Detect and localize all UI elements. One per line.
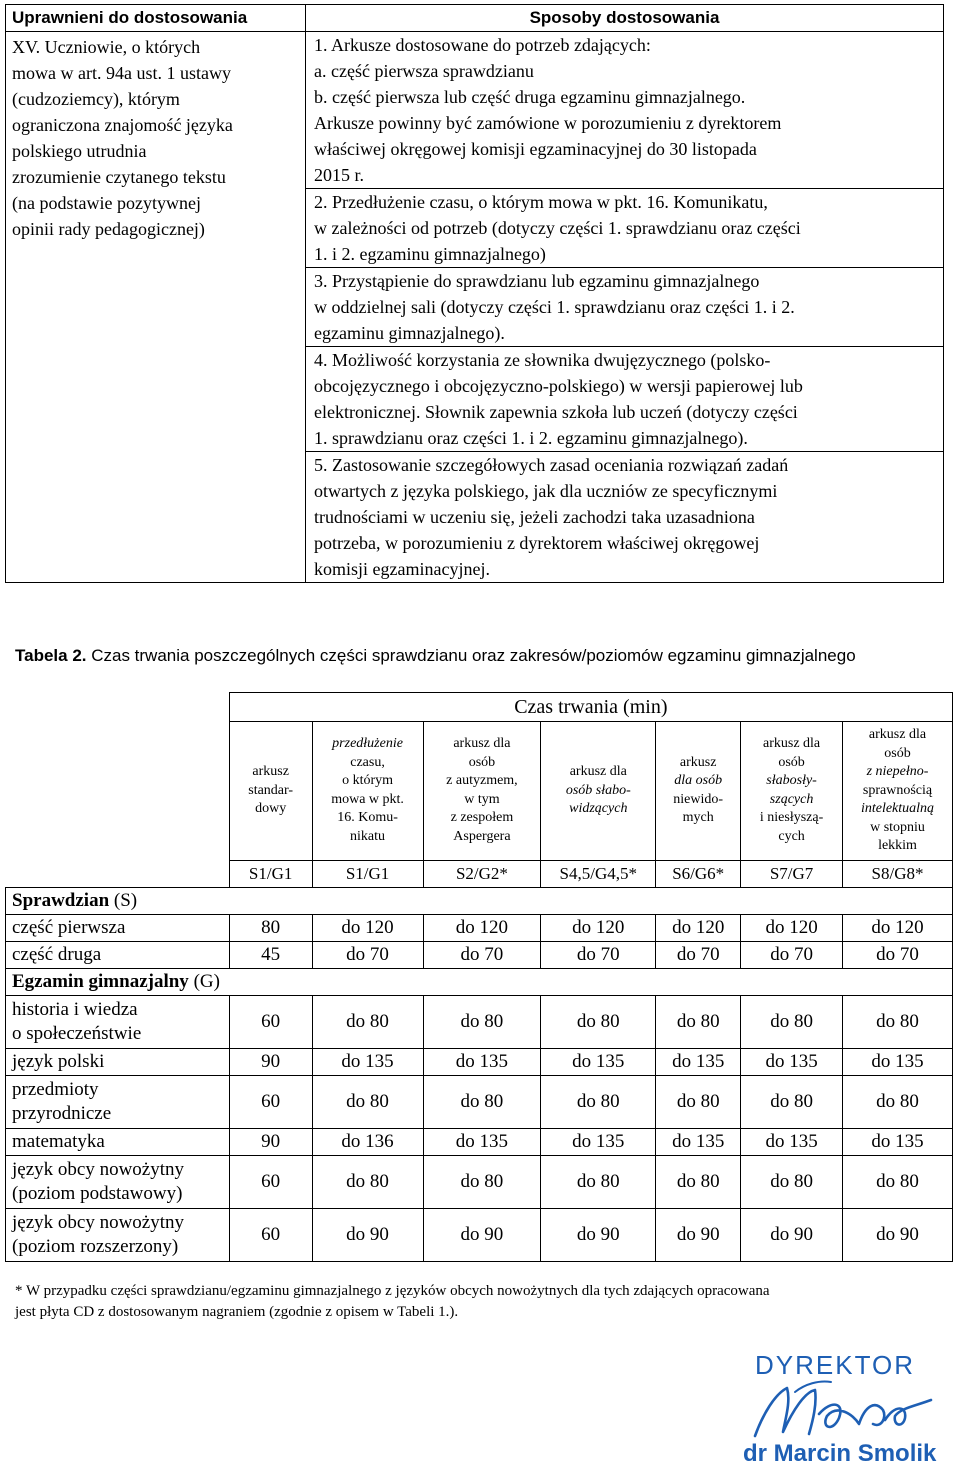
col-code: S2/G2* (423, 860, 541, 887)
method-line: w oddzielnej sali (dotyczy części 1. sprawdzianu oraz części 1. i 2. (314, 297, 795, 317)
method-line: otwartych z języka polskiego, jak dla uczniów ze specyficznymi (314, 481, 778, 501)
cell-value: do 120 (423, 914, 541, 941)
col-header-standard (229, 722, 312, 861)
cell-value: 90 (229, 1128, 312, 1155)
table-row (6, 1128, 953, 1155)
table-row (6, 1048, 953, 1075)
method-line: komisji egzaminacyjnej. (314, 559, 490, 579)
col-header-line: arkusz dla (868, 727, 927, 742)
col-header-line: szących (769, 791, 814, 807)
cell-value: do 135 (423, 1048, 541, 1075)
cell-value: do 135 (541, 1048, 656, 1075)
cell-value: do 80 (843, 995, 953, 1048)
caption-label: Tabela 2. (15, 646, 87, 665)
header-eligible: Uprawnieni do dostosowania (6, 5, 306, 32)
col-header-intellectual-disability (843, 722, 953, 861)
col-header-line: arkusz dla (569, 764, 627, 779)
accommodations-table (5, 4, 944, 583)
cell-value: do 70 (741, 941, 843, 968)
method-line: 2. Przedłużenie czasu, o którym mowa w pkt. 16. Komunikatu, (314, 192, 768, 212)
cell-value: do 80 (656, 1075, 741, 1128)
col-header-line: w tym (464, 791, 500, 807)
section-heading-exam (6, 968, 953, 995)
cell-value: do 80 (423, 1075, 541, 1128)
cell-value: do 70 (423, 941, 541, 968)
caption-text: Czas trwania poszczególnych części sprawdzianu oraz zakresów/poziomów egzaminu gimnazjalnego (86, 646, 856, 665)
col-code: S1/G1 (229, 860, 312, 887)
cell-value: do 80 (423, 1155, 541, 1208)
cell-value: do 80 (541, 1155, 656, 1208)
cell-value: do 90 (656, 1208, 741, 1261)
footnote-line: jest płyta CD z dostosowanym nagraniem (zgodnie z opisem w Tabeli 1.). (15, 1304, 459, 1320)
col-header-extended-time (312, 722, 423, 861)
cell-value: 60 (229, 1075, 312, 1128)
cell-value: do 135 (541, 1128, 656, 1155)
col-header-line: 16. Komu- (337, 810, 398, 826)
eligible-line: (cudzoziemcy), którym (12, 89, 180, 109)
col-header-blind (656, 722, 741, 861)
method-line: trudnościami w uczeniu się, jeżeli zachodzi taka uzasadniona (314, 507, 755, 527)
row-label-line: historia i wiedza (12, 998, 138, 1020)
stamp-name: dr Marcin Smolik (743, 1440, 937, 1467)
header-methods: Sposoby dostosowania (306, 5, 944, 32)
row-label (6, 1208, 230, 1261)
method-line: 1. Arkusze dostosowane do potrzeb zdających: (314, 35, 651, 55)
cell-value: 80 (229, 914, 312, 941)
row-label (6, 995, 230, 1048)
row-label: część pierwsza (6, 914, 230, 941)
col-header-line: arkusz dla (763, 736, 821, 752)
cell-value: do 80 (741, 1075, 843, 1128)
col-header-line: arkusz dla (453, 736, 511, 752)
cell-value: do 120 (741, 914, 843, 941)
cell-value: do 135 (656, 1048, 741, 1075)
col-header-line: słabosły- (766, 773, 817, 789)
cell-value: do 120 (656, 914, 741, 941)
cell-value: do 80 (541, 995, 656, 1048)
eligible-group-cell (6, 32, 306, 583)
method-line: elektronicznej. Słownik zapewnia szkoła lub uczeń (dotyczy części (314, 402, 798, 422)
cell-value: do 70 (541, 941, 656, 968)
col-header-line: w stopniu (870, 819, 925, 835)
col-code: S7/G7 (741, 860, 843, 887)
eligible-line: zrozumienie czytanego tekstu (12, 167, 226, 187)
col-header-line: dla osób (674, 773, 723, 789)
col-code: S1/G1 (312, 860, 423, 887)
method-line: a. część pierwsza sprawdzianu (314, 61, 534, 81)
row-label: matematyka (6, 1128, 230, 1155)
col-header-line: osób (468, 754, 496, 770)
cell-value: do 135 (423, 1128, 541, 1155)
cell-value: do 80 (741, 1155, 843, 1208)
cell-value: do 90 (843, 1208, 953, 1261)
method-line: właściwej okręgowej komisji egzaminacyjnej do 30 listopada (314, 139, 757, 159)
col-header-line: z zespołem (450, 810, 514, 826)
table-row (6, 1155, 953, 1208)
method-line: Arkusze powinny być zamówione w porozumieniu z dyrektorem (314, 113, 782, 133)
eligible-line: (na podstawie pozytywnej (12, 193, 201, 213)
duration-table (5, 692, 953, 1262)
method-line: 2015 r. (314, 165, 365, 185)
col-header-line: o którym (342, 773, 394, 789)
footnote-line: * W przypadku części sprawdzianu/egzaminu gimnazjalnego z języków obcych nowożytnych dla tych zdających opracowana (15, 1283, 770, 1299)
cell-value: do 120 (843, 914, 953, 941)
method-line: 1. sprawdzianu oraz części 1. i 2. egzaminu gimnazjalnego). (314, 428, 748, 448)
col-header-line: standar- (248, 782, 294, 798)
row-label-line: (poziom podstawowy) (12, 1182, 183, 1204)
cell-value: do 120 (312, 914, 423, 941)
col-header-line: sprawnością (862, 782, 933, 798)
method-4 (306, 347, 943, 452)
section-suffix: (G) (188, 970, 220, 992)
director-signature-stamp (735, 1344, 950, 1476)
section-title: Sprawdzian (12, 889, 110, 911)
col-header-line: czasu, (350, 754, 385, 770)
cell-value: do 136 (312, 1128, 423, 1155)
col-header-line: intelektualną (860, 801, 935, 816)
eligible-line: mowa w art. 94a ust. 1 ustawy (12, 63, 231, 83)
table-row (6, 995, 953, 1048)
col-header-line: osób (778, 754, 805, 770)
cell-value: do 80 (843, 1155, 953, 1208)
cell-value: do 80 (423, 995, 541, 1048)
cell-value: do 135 (312, 1048, 423, 1075)
footnote (15, 1281, 950, 1323)
cell-value: do 80 (312, 995, 423, 1048)
table-row (6, 1075, 953, 1128)
row-label-line: o społeczeństwie (12, 1022, 142, 1044)
table-row (6, 941, 953, 968)
cell-value: do 80 (656, 995, 741, 1048)
cell-value: do 90 (541, 1208, 656, 1261)
col-header-line: niewido- (673, 791, 724, 807)
table-row (6, 1208, 953, 1261)
table-2-caption (15, 645, 856, 667)
col-header-line: mych (682, 810, 714, 826)
stamp-title: DYREKTOR (755, 1350, 915, 1380)
cell-value: do 70 (843, 941, 953, 968)
eligible-line: opinii rady pedagogicznej) (12, 219, 205, 239)
col-header-line: cych (778, 828, 805, 844)
row-label-line: (poziom rozszerzony) (12, 1235, 179, 1257)
col-header-hearing-impaired (741, 722, 843, 861)
cell-value: do 135 (741, 1048, 843, 1075)
col-header-line: mowa w pkt. (331, 791, 404, 807)
cell-value: do 70 (656, 941, 741, 968)
col-header-line: lekkim (878, 838, 917, 853)
col-header-line: widzących (569, 801, 628, 816)
row-label-line: język obcy nowożytny (12, 1158, 185, 1180)
cell-value: do 80 (656, 1155, 741, 1208)
method-5 (306, 452, 943, 582)
cell-value: 60 (229, 1208, 312, 1261)
row-label-line: język obcy nowożytny (12, 1211, 185, 1233)
cell-value: do 90 (312, 1208, 423, 1261)
col-header-line: osób słabo- (565, 782, 631, 798)
col-code: S4,5/G4,5* (541, 860, 656, 887)
section-suffix: (S) (109, 889, 138, 911)
cell-value: 90 (229, 1048, 312, 1075)
cell-value: do 80 (741, 995, 843, 1048)
col-header-line: z autyzmem, (446, 773, 518, 789)
method-2 (306, 189, 943, 268)
col-header-line: osób (884, 745, 911, 761)
method-line: obcojęzycznego i obcojęzyczno-polskiego) w wersji papierowej lub (314, 376, 803, 396)
cell-value: do 120 (541, 914, 656, 941)
col-header-line: dowy (255, 801, 287, 816)
eligible-line: polskiego utrudnia (12, 141, 147, 161)
section-heading-test (6, 887, 953, 914)
table-row (6, 914, 953, 941)
row-label: język polski (6, 1048, 230, 1075)
eligible-line: XV. Uczniowie, o których (12, 37, 201, 57)
table-corner (6, 693, 230, 888)
col-header-visually-impaired (541, 722, 656, 861)
group-header: Czas trwania (min) (229, 693, 952, 722)
method-line: b. część pierwsza lub część druga egzaminu gimnazjalnego. (314, 87, 746, 107)
row-label (6, 1155, 230, 1208)
method-1 (306, 32, 943, 189)
method-line: 1. i 2. egzaminu gimnazjalnego) (314, 244, 546, 264)
cell-value: do 80 (843, 1075, 953, 1128)
col-header-line: z niepełno- (866, 764, 929, 779)
row-label-line: przyrodnicze (12, 1102, 112, 1124)
col-header-line: arkusz (252, 764, 289, 779)
cell-value: do 80 (541, 1075, 656, 1128)
cell-value: 60 (229, 1155, 312, 1208)
cell-value: do 90 (423, 1208, 541, 1261)
row-label (6, 1075, 230, 1128)
method-line: 4. Możliwość korzystania ze słownika dwujęzycznego (polsko- (314, 350, 771, 370)
cell-value: 60 (229, 995, 312, 1048)
cell-value: do 135 (741, 1128, 843, 1155)
eligible-line: ograniczona znajomość języka (12, 115, 233, 135)
cell-value: do 70 (312, 941, 423, 968)
col-header-line: nikatu (350, 828, 386, 844)
col-header-line: Aspergera (453, 828, 511, 844)
col-header-autism (423, 722, 541, 861)
cell-value: do 135 (843, 1128, 953, 1155)
methods-cell (306, 32, 944, 583)
cell-value: do 135 (843, 1048, 953, 1075)
cell-value: do 90 (741, 1208, 843, 1261)
cell-value: 45 (229, 941, 312, 968)
method-line: 3. Przystąpienie do sprawdzianu lub egzaminu gimnazjalnego (314, 271, 760, 291)
section-title: Egzamin gimnazjalny (12, 970, 189, 992)
row-label-line: przedmioty (12, 1078, 99, 1100)
col-header-line: arkusz (679, 754, 717, 770)
method-line: w zależności od potrzeb (dotyczy części 1. sprawdzianu oraz części (314, 218, 801, 238)
cell-value: do 80 (312, 1155, 423, 1208)
method-3 (306, 268, 943, 347)
cell-value: do 80 (312, 1075, 423, 1128)
row-label: część druga (6, 941, 230, 968)
col-header-line: przedłużenie (332, 736, 403, 752)
method-line: potrzeba, w porozumieniu z dyrektorem właściwej okręgowej (314, 533, 760, 553)
method-line: 5. Zastosowanie szczegółowych zasad oceniania rozwiązań zadań (314, 455, 789, 475)
col-code: S8/G8* (843, 860, 953, 887)
method-line: egzaminu gimnazjalnego). (314, 323, 505, 343)
col-code: S6/G6* (656, 860, 741, 887)
col-header-line: i niesłyszą- (759, 810, 824, 826)
cell-value: do 135 (656, 1128, 741, 1155)
